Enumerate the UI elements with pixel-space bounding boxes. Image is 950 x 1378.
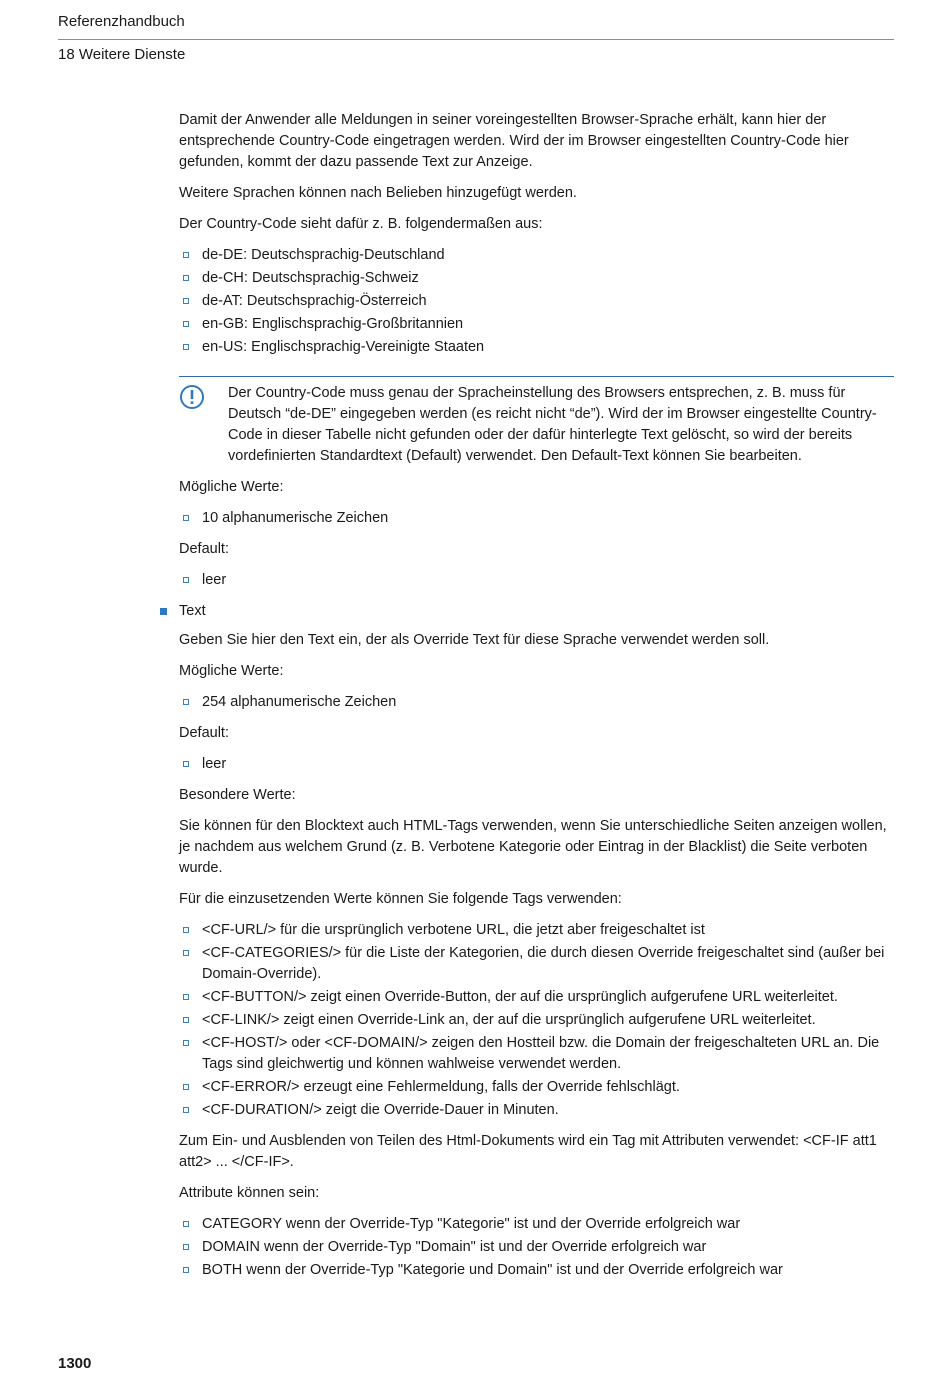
text-item xyxy=(179,601,894,622)
list-item: 10 alphanumerische Zeichen xyxy=(179,508,894,529)
note-text: Der Country-Code muss genau der Spracheinstellung des Browsers entsprechen, z. B. muss für Deutsch “de-DE” eingegeben werden (es reicht nicht “de”). Wird der im Browser eingestellte Country-Code in dieser Tabelle nicht gefunden oder der dafür hinterlegte Text gelöscht, so wird der bereits vordefinierten Standardtext (Default) verwendet. Den Default-Text können Sie bearbeiten. xyxy=(228,385,877,464)
bullet-square-icon xyxy=(160,608,167,615)
list-item: <CF-BUTTON/> zeigt einen Override-Button, der auf die ursprünglich aufgerufene URL weiterleitet. xyxy=(179,987,894,1008)
list-item: leer xyxy=(179,754,894,775)
list-item: <CF-CATEGORIES/> für die Liste der Kategorien, die durch diesen Override freigeschaltet sind (außer bei Domain-Override). xyxy=(179,943,894,985)
attributes-list xyxy=(179,1214,894,1281)
list-item: de-AT: Deutschsprachig-Österreich xyxy=(179,291,894,312)
possible-values-list xyxy=(179,692,894,713)
html-tags-paragraph: Sie können für den Blocktext auch HTML-Tags verwenden, wenn Sie unterschiedliche Seiten anzeigen wollen, je nachdem aus welchem Grund (z. B. Verbotene Kategorie oder Eintrag in der Blacklist) die Seite verboten wurde. xyxy=(179,818,887,876)
header-divider xyxy=(58,39,894,40)
possible-values-label: Mögliche Werte: xyxy=(179,479,284,495)
chapter-title: 18 Weitere Dienste xyxy=(58,46,186,63)
tags-intro: Für die einzusetzenden Werte können Sie folgende Tags verwenden: xyxy=(179,891,622,907)
tags-list xyxy=(179,920,894,1121)
country-code-list xyxy=(179,245,894,358)
list-item: BOTH wenn der Override-Typ "Kategorie und Domain" ist und der Override erfolgreich war xyxy=(179,1260,894,1281)
list-item: <CF-HOST/> oder <CF-DOMAIN/> zeigen den Hostteil bzw. die Domain der freigeschalteten URL an. Die Tags sind gleichwertig und können wahlweise verwendet werden. xyxy=(179,1033,894,1075)
intro-paragraph-1: Damit der Anwender alle Meldungen in seiner voreingestellten Browser-Sprache erhält, kann hier der entsprechende Country-Code eingetragen werden. Wird der im Browser eingestellten Country-Code hier gefunden, kommt der dazu passende Text zur Anzeige. xyxy=(179,112,849,170)
list-item: CATEGORY wenn der Override-Typ "Kategorie" ist und der Override erfolgreich war xyxy=(179,1214,894,1235)
list-item: 254 alphanumerische Zeichen xyxy=(179,692,894,713)
list-item: <CF-DURATION/> zeigt die Override-Dauer in Minuten. xyxy=(179,1100,894,1121)
possible-values-label: Mögliche Werte: xyxy=(179,663,284,679)
note-box xyxy=(179,376,894,467)
default-values-list xyxy=(179,570,894,591)
document-title: Referenzhandbuch xyxy=(58,13,185,30)
default-values-list xyxy=(179,754,894,775)
default-label: Default: xyxy=(179,541,229,557)
exclamation-circle-icon xyxy=(179,384,205,410)
attributes-label: Attribute können sein: xyxy=(179,1185,320,1201)
list-item: DOMAIN wenn der Override-Typ "Domain" ist und der Override erfolgreich war xyxy=(179,1237,894,1258)
list-item: de-CH: Deutschsprachig-Schweiz xyxy=(179,268,894,289)
text-description: Geben Sie hier den Text ein, der als Override Text für diese Sprache verwendet werden soll. xyxy=(179,632,770,648)
intro-paragraph-3: Der Country-Code sieht dafür z. B. folgendermaßen aus: xyxy=(179,216,543,232)
default-label: Default: xyxy=(179,725,229,741)
page-content xyxy=(179,110,894,1291)
list-item: en-US: Englischsprachig-Vereinigte Staaten xyxy=(179,337,894,358)
text-item-label: Text xyxy=(179,603,206,619)
page-number: 1300 xyxy=(58,1355,92,1372)
list-item: <CF-LINK/> zeigt einen Override-Link an, der auf die ursprünglich aufgerufene URL weiterleitet. xyxy=(179,1010,894,1031)
cf-if-paragraph: Zum Ein- und Ausblenden von Teilen des Html-Dokuments wird ein Tag mit Attributen verwendet: <CF-IF att1 att2> ... </CF-IF>. xyxy=(179,1133,877,1170)
list-item: de-DE: Deutschsprachig-Deutschland xyxy=(179,245,894,266)
list-item: <CF-ERROR/> erzeugt eine Fehlermeldung, falls der Override fehlschlägt. xyxy=(179,1077,894,1098)
list-item: en-GB: Englischsprachig-Großbritannien xyxy=(179,314,894,335)
possible-values-list xyxy=(179,508,894,529)
special-values-label: Besondere Werte: xyxy=(179,787,296,803)
intro-paragraph-2: Weitere Sprachen können nach Belieben hinzugefügt werden. xyxy=(179,185,577,201)
list-item: <CF-URL/> für die ursprünglich verbotene URL, die jetzt aber freigeschaltet ist xyxy=(179,920,894,941)
list-item: leer xyxy=(179,570,894,591)
